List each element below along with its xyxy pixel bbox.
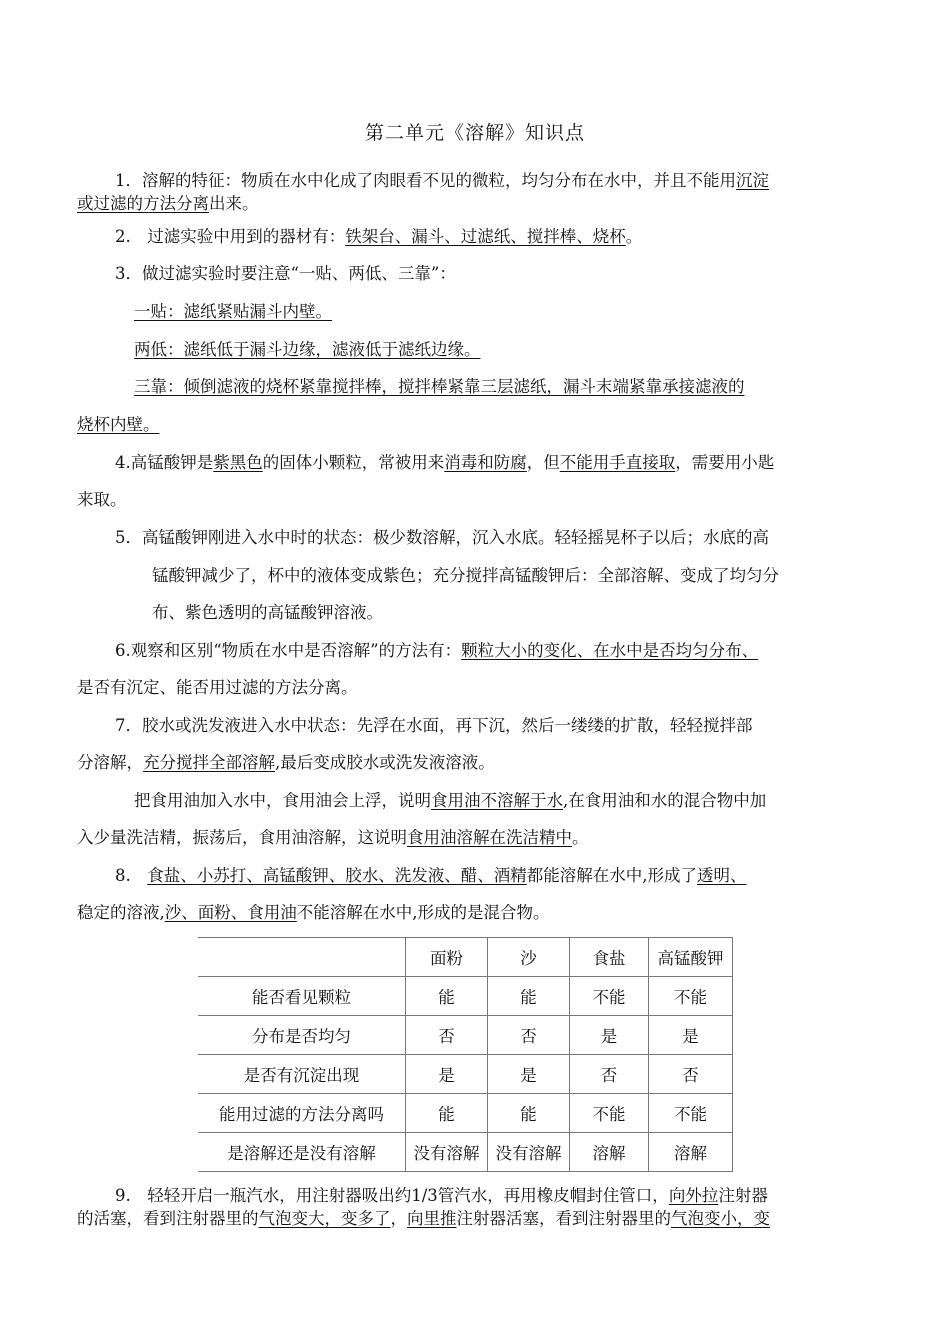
text: ,在食用油和水的混合物中加: [563, 791, 767, 810]
underlined-text: 气泡变小，变: [671, 1209, 770, 1228]
text: 不能溶解在水中,形成的是混合物。: [296, 903, 550, 922]
table-header-cell: 沙: [488, 938, 570, 977]
table-cell: 能: [488, 977, 570, 1016]
text: 9. 轻轻开启一瓶汽水，用注射器吸出约1/3管汽水，再用橡皮帽封住管口，: [115, 1186, 669, 1205]
underlined-text: 充分搅拌全部溶解: [143, 753, 275, 772]
text: 4.高锰酸钾是: [115, 453, 214, 472]
row-label: 分布是否均匀: [198, 1016, 406, 1055]
item-9-line-2: [77, 1208, 770, 1230]
table-cell: 能: [488, 1094, 570, 1133]
item-5-line-2: 锰酸钾减少了，杯中的液体变成紫色；充分搅拌高锰酸钾后：全部溶解、变成了均匀分: [152, 566, 779, 585]
item-7-oil-line-1: [134, 790, 766, 812]
underlined-text: 食用油不溶解于水: [431, 791, 563, 810]
table-row: [198, 1016, 733, 1055]
item-1-line-1: [115, 170, 769, 192]
text: 注射器: [718, 1186, 768, 1205]
row-label: 是否有沉淀出现: [198, 1055, 406, 1094]
text: ，: [390, 1209, 407, 1228]
clipped-text: 高锰酸钾: [657, 949, 724, 968]
item-7-oil-line-2: [77, 827, 589, 849]
underlined-text: 铁架台、漏斗、过滤纸、搅拌棒、烧杯: [345, 227, 626, 246]
text: 8.: [115, 866, 148, 885]
text: 把食用油加入水中，食用油会上浮，说明: [134, 791, 431, 810]
row-label: 能用过滤的方法分离吗: [198, 1094, 406, 1133]
item-3-yitie: 一贴：滤纸紧贴漏斗内壁。: [134, 302, 332, 321]
item-3-sankao-line-1: 三靠：倾倒滤液的烧杯紧靠搅拌棒，搅拌棒紧靠三层滤纸，漏斗末端紧靠承接滤液的: [134, 377, 745, 396]
table-row: [198, 1055, 733, 1094]
page-title: 第二单元《溶解》知识点: [364, 122, 585, 144]
underlined-text: 透明、: [697, 866, 747, 885]
item-4-line-2: 来取。: [77, 490, 127, 509]
item-8-line-1: [115, 865, 747, 887]
table-cell: 是: [488, 1055, 570, 1094]
item-6-line-1: [115, 640, 758, 662]
underlined-text: 不能用手直接取: [559, 453, 676, 472]
item-5-line-3: 布、紫色透明的高锰酸钾溶液。: [152, 603, 383, 622]
underlined-text: 颗粒大小的变化、在水中是否均匀分布、: [461, 641, 759, 660]
text: 稳定的溶液,: [77, 903, 165, 922]
table-row: [198, 1133, 733, 1172]
solubility-table: [198, 937, 733, 1172]
item-8-line-2: [77, 902, 550, 924]
table-cell: [488, 1133, 570, 1172]
table-cell: 否: [406, 1016, 488, 1055]
text: 入少量洗洁精，振荡后，食用油溶解，这说明: [77, 828, 407, 847]
underlined-text: 消毒和防腐: [444, 453, 527, 472]
underlined-text: 沉淀: [736, 171, 769, 190]
clipped-text: 没有溶解: [495, 1144, 562, 1163]
text: 都能溶解在水中,形成了: [526, 866, 697, 885]
table-cell: 否: [488, 1016, 570, 1055]
item-1-line-2: [77, 193, 259, 215]
clipped-text: 没有溶解: [413, 1144, 480, 1163]
table-header-cell: [198, 938, 406, 977]
table-header-cell: 面粉: [406, 938, 488, 977]
table-cell: 溶解: [570, 1133, 649, 1172]
item-5-line-1: 5．高锰酸钾刚进入水中时的状态：极少数溶解，沉入水底。轻轻摇晃杯子以后；水底的高: [115, 528, 769, 547]
table-cell: 否: [570, 1055, 649, 1094]
item-7-line-1: 7．胶水或洗发液进入水中状态：先浮在水面，再下沉，然后一缕缕的扩散，轻轻搅拌部: [115, 716, 753, 735]
text: 的活塞，看到注射器里的: [77, 1209, 259, 1228]
text: 。: [625, 227, 643, 246]
table-cell: 不能: [649, 977, 733, 1016]
table-cell: 是: [649, 1016, 733, 1055]
text: 出来。: [209, 194, 259, 213]
row-label: 是溶解还是没有溶解: [198, 1133, 406, 1172]
text: 分溶解，: [77, 753, 143, 772]
table-row: [198, 977, 733, 1016]
underlined-text: 或过滤的方法分离: [77, 194, 209, 213]
text: 2. 过滤实验中用到的器材有：: [115, 227, 346, 246]
item-9-line-1: [115, 1185, 768, 1207]
table-row: [198, 1094, 733, 1133]
text: 的固体小颗粒，常被用来: [262, 453, 445, 472]
table-header-cell: [649, 938, 733, 977]
table-cell: [406, 1133, 488, 1172]
underlined-text: 紫黑色: [213, 453, 263, 472]
text: 1．溶解的特征：物质在水中化成了肉眼看不见的微粒，均匀分布在水中，并且不能用: [115, 171, 736, 190]
table-header-cell: 食盐: [570, 938, 649, 977]
item-3-heading: 3．做过滤实验时要注意“一贴、两低、三靠”：: [115, 264, 456, 283]
item-2: [115, 226, 642, 248]
item-4-line-1: [115, 452, 774, 474]
underlined-text: 食用油溶解在洗洁精中: [407, 828, 572, 847]
text: ,最后变成胶水或洗发液溶液。: [275, 753, 495, 772]
underlined-text: 向外拉: [668, 1186, 719, 1205]
table-cell: 能: [406, 977, 488, 1016]
item-3-sankao-line-2: 烧杯内壁。: [77, 415, 160, 434]
table-cell: 是: [406, 1055, 488, 1094]
item-7-line-2: [77, 752, 495, 774]
text: ，需要用小匙: [675, 453, 775, 472]
text: 6.观察和区别“物质在水中是否溶解”的方法有：: [115, 641, 462, 660]
table-cell: 不能: [649, 1094, 733, 1133]
table-cell: 不能: [570, 977, 649, 1016]
item-6-line-2: 是否有沉定、能否用过滤的方法分离。: [77, 678, 358, 697]
underlined-text: 向里推: [407, 1209, 457, 1228]
underlined-text: 食盐、小苏打、高锰酸钾、胶水、洗发液、醋、酒精: [147, 866, 527, 885]
table-header-row: [198, 938, 733, 977]
row-label: 能否看见颗粒: [198, 977, 406, 1016]
underlined-text: 气泡变大，变多了: [258, 1209, 391, 1228]
item-3-liangdi: 两低：滤纸低于漏斗边缘，滤液低于滤纸边缘。: [134, 340, 481, 359]
text: ，但: [526, 453, 560, 472]
underlined-text: 沙、面粉、食用油: [164, 903, 297, 922]
text: 。: [572, 828, 589, 847]
table-cell: 是: [570, 1016, 649, 1055]
table-cell: 否: [649, 1055, 733, 1094]
table-cell: 能: [406, 1094, 488, 1133]
text: 注射器活塞，看到注射器里的: [456, 1209, 671, 1228]
table-cell: 不能: [570, 1094, 649, 1133]
table-cell: 溶解: [649, 1133, 733, 1172]
